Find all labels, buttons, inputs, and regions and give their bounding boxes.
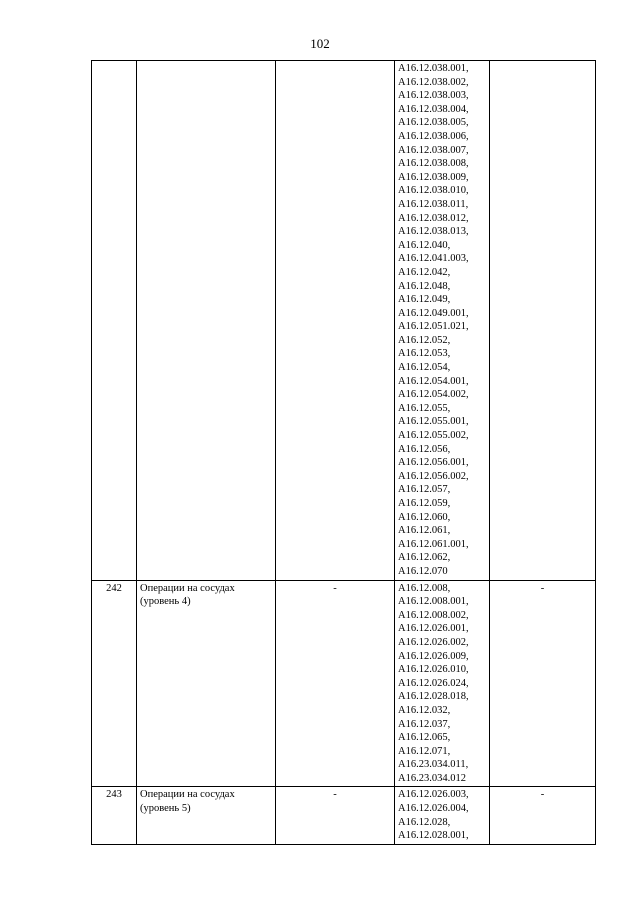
group-level-line: (уровень 5) (140, 803, 191, 815)
service-code: A16.12.055, (398, 402, 451, 414)
diagnosis-code-cell (276, 61, 395, 581)
table-row (92, 787, 596, 844)
service-code: A16.12.038.001, (398, 63, 469, 74)
service-code: A16.12.056, (398, 443, 451, 455)
service-code: A16.12.049.001, (398, 307, 469, 319)
service-code: A16.12.056.001, (398, 457, 469, 469)
tariff-table (91, 60, 596, 845)
service-code: A16.12.056.002, (398, 470, 469, 482)
service-code: A16.12.060, (398, 511, 451, 523)
service-code: A16.12.038.012, (398, 212, 469, 224)
service-code: A16.12.038.003, (398, 90, 469, 102)
service-code: A16.12.038.013, (398, 226, 469, 238)
group-level-line: (уровень 4) (140, 596, 191, 608)
service-code: A16.12.038.007, (398, 144, 469, 156)
service-code: A16.12.053, (398, 348, 451, 360)
service-code: A16.12.048, (398, 280, 451, 292)
service-code: A16.12.062, (398, 552, 451, 564)
service-code: A16.12.026.009, (398, 650, 469, 662)
service-code: A16.12.054, (398, 362, 451, 374)
service-code: A16.12.026.001, (398, 623, 469, 635)
service-code: A16.12.028.001, (398, 830, 469, 842)
service-code: A16.12.008, (398, 582, 451, 594)
service-code: A16.12.026.002, (398, 636, 469, 648)
service-code: A16.12.055.002, (398, 430, 469, 442)
service-codes-cell (395, 61, 490, 581)
service-code: A16.12.057, (398, 484, 451, 496)
group-name-line: Операции на сосудах (140, 789, 235, 801)
group-name-cell (137, 580, 276, 787)
service-code: A16.12.026.024, (398, 677, 469, 689)
service-code: A16.12.028, (398, 816, 451, 828)
service-code: A16.12.028.018, (398, 691, 469, 703)
table-row (92, 61, 596, 581)
service-code: A16.23.034.012 (398, 772, 466, 784)
service-code: A16.12.051.021, (398, 321, 469, 333)
service-code: A16.12.054.002, (398, 389, 469, 401)
service-code: A16.12.040, (398, 239, 451, 251)
additional-criteria-cell: - (490, 580, 596, 787)
service-code: A16.12.037, (398, 718, 451, 730)
service-code: A16.12.038.002, (398, 76, 469, 88)
service-code: A16.12.038.009, (398, 171, 469, 183)
service-code: A16.12.026.010, (398, 664, 469, 676)
group-name-cell (137, 61, 276, 581)
additional-criteria-cell: - (490, 787, 596, 844)
service-code: A16.12.065, (398, 732, 451, 744)
service-code: A16.12.032, (398, 704, 451, 716)
service-code: A16.12.008.001, (398, 596, 469, 608)
group-name-cell (137, 787, 276, 844)
service-code: A16.12.038.011, (398, 198, 469, 210)
service-code: A16.12.061.001, (398, 538, 469, 550)
diagnosis-code-cell: - (276, 787, 395, 844)
service-code: A16.12.042, (398, 266, 451, 278)
service-code: A16.12.038.008, (398, 158, 469, 170)
service-code: A16.12.038.006, (398, 130, 469, 142)
group-name-line: Операции на сосудах (140, 582, 235, 594)
service-codes-cell (395, 787, 490, 844)
service-code: A16.12.055.001, (398, 416, 469, 428)
service-code: A16.12.026.003, (398, 789, 469, 801)
row-number-cell: 243 (92, 787, 137, 844)
service-code: A16.12.052, (398, 334, 451, 346)
service-code: A16.12.038.005, (398, 117, 469, 129)
service-code: A16.12.054.001, (398, 375, 469, 387)
page-number: 102 (310, 36, 330, 51)
service-code: A16.12.059, (398, 498, 451, 509)
service-code: A16.12.071, (398, 745, 451, 757)
service-code: A16.12.038.004, (398, 103, 469, 115)
service-code: A16.23.034.011, (398, 759, 469, 771)
service-code: A16.12.061, (398, 525, 451, 537)
additional-criteria-cell (490, 61, 596, 581)
service-code: A16.12.041.003, (398, 253, 469, 265)
service-code: A16.12.038.010, (398, 185, 469, 197)
service-codes-cell (395, 580, 490, 787)
table-row (92, 580, 596, 787)
service-code: A16.12.070 (398, 565, 448, 577)
row-number-cell: 242 (92, 580, 137, 787)
service-code: A16.12.008.002, (398, 609, 469, 621)
diagnosis-code-cell: - (276, 580, 395, 787)
table-body (92, 61, 596, 845)
row-number-cell (92, 61, 137, 581)
service-code: A16.12.049, (398, 294, 451, 306)
service-code: A16.12.026.004, (398, 803, 469, 815)
